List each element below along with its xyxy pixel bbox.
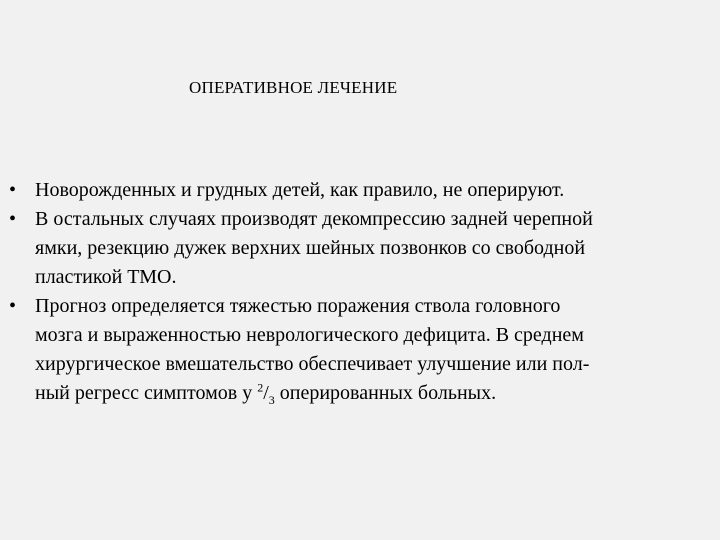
fraction-denominator: 3: [268, 393, 275, 407]
text-after-fraction: оперированных больных.: [274, 382, 497, 404]
bullet-item: [0, 292, 720, 408]
bullet-text-line: [35, 379, 720, 408]
bullet-text-line: Новорожденных и грудных детей, как правило, не оперируют.: [35, 179, 565, 201]
text-before-fraction: ный регресс симптомов у: [35, 382, 258, 404]
bullet-text-line: мозга и выраженностью неврологического дефицита. В среднем: [35, 324, 584, 346]
bullet-text-line: ямки, резекцию дужек верхних шейных позвонков со свободной: [35, 237, 586, 259]
bullet-icon: •: [9, 179, 17, 201]
fraction-numerator: 2: [257, 380, 264, 395]
bullet-item: [0, 205, 720, 292]
bullet-item: [0, 176, 720, 205]
bullet-icon: •: [9, 208, 17, 230]
bullet-icon: •: [9, 295, 17, 317]
bullet-text-line: Прогноз определяется тяжестью поражения ствола головного: [35, 295, 561, 317]
fraction-slash: /: [263, 382, 269, 404]
bullet-text-line: хирургическое вмешательство обеспечивает улучшение или пол-: [35, 353, 590, 375]
bullet-text-line: пластикой ТМО.: [35, 266, 177, 288]
bullet-text-line: В остальных случаях производят декомпрессию задней черепной: [35, 208, 593, 230]
bullet-list: [0, 176, 720, 408]
slide-title: ОПЕРАТИВНОЕ ЛЕЧЕНИЕ: [189, 78, 398, 97]
